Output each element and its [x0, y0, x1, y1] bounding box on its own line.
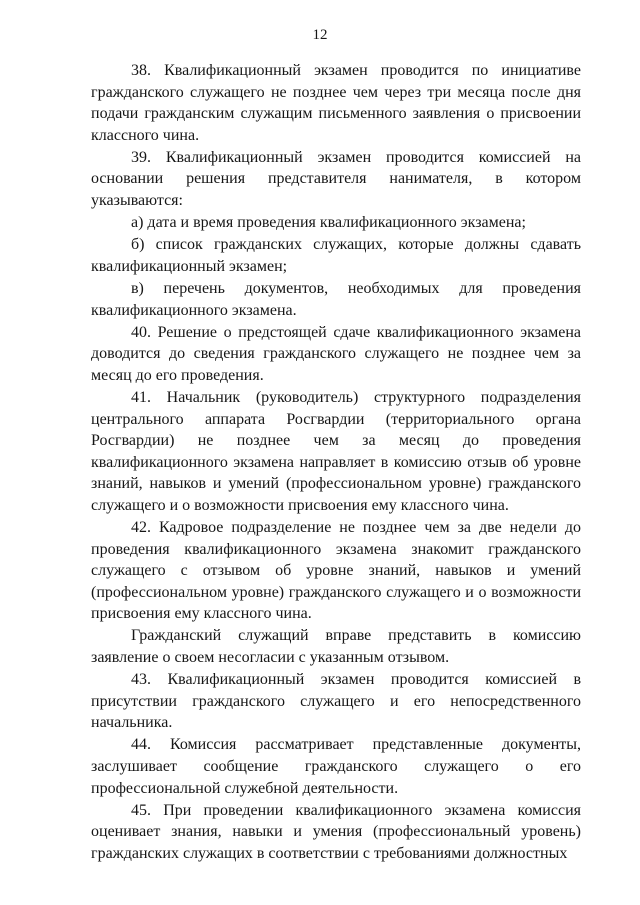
paragraph-43: 43. Квалификационный экзамен проводится комиссией в присутствии гражданского служащего и его непосредственного начальника. [91, 671, 581, 732]
paragraph-45: 45. При проведении квалификационного экзамена комиссия оценивает знания, навыки и умения (профессиональный уровень) гражданских служащих в соответствии с требованиями должностных [91, 801, 581, 862]
page-number: 12 [312, 27, 328, 43]
paragraph-42: 42. Кадровое подразделение не позднее чем за две недели до проведения квалификационного экзамена знакомит гражданского служащего с отзывом об уровне знаний, навыков и умений (профессиональном уровне) гражданского служащего и о возможности присвоения ему классного чина. [91, 518, 581, 623]
paragraph-39: 39. Квалификационный экзамен проводится комиссией на основании решения представителя нанимателя, в котором указываются: [91, 148, 581, 210]
paragraph-39-item-b: б) список гражданских служащих, которые должны сдавать квалификационный экзамен; [91, 236, 581, 275]
paragraph-39-item-c: в) перечень документов, необходимых для проведения квалификационного экзамена. [91, 279, 581, 319]
paragraph-39-item-a: а) дата и время проведения квалификационного экзамена; [131, 214, 526, 232]
paragraph-41: 41. Начальник (руководитель) структурного подразделения центрального аппарата Росгвардии (территориального органа Росгвардии) не позднее чем за месяц до проведения квалификационного экзамена направляет в комиссию отзыв об уровне знаний, навыков и умений (профессиональном уровне) гражданского служащего и о возможности присвоения ему классного чина. [91, 388, 581, 514]
paragraph-40: 40. Решение о предстоящей сдаче квалификационного экзамена доводится до сведения гражданского служащего не позднее чем за месяц до его проведения. [91, 323, 581, 384]
paragraph-44: 44. Комиссия рассматривает представленные документы, заслушивает сообщение гражданского служащего о его профессиональной служебной деятельности. [91, 736, 581, 797]
paragraph-42-note: Гражданский служащий вправе представить в комиссию заявление о своем несогласии с указанным отзывом. [91, 627, 581, 667]
paragraph-38: 38. Квалификационный экзамен проводится по инициативе гражданского служащего не позднее чем через три месяца после дня подачи гражданским служащим письменного заявления о присвоении классного чина. [91, 62, 581, 144]
document-body [91, 60, 581, 865]
